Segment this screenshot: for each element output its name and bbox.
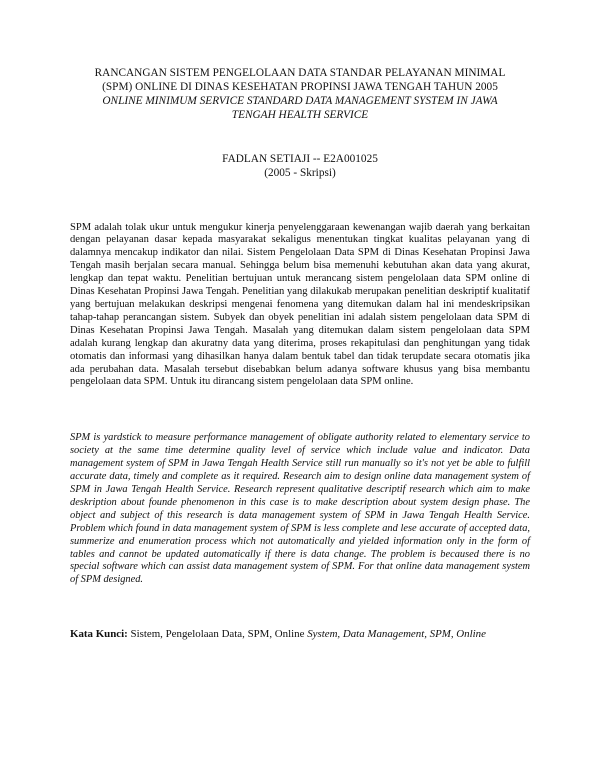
author-name: FADLAN SETIAJI -- E2A001025 xyxy=(222,153,378,165)
thesis-meta: (2005 - Skripsi) xyxy=(264,167,336,179)
keywords-italic: System, Data Management, SPM, Online xyxy=(307,628,486,640)
title-line-2: (SPM) ONLINE DI DINAS KESEHATAN PROPINSI JAWA TENGAH TAHUN 2005 xyxy=(102,81,498,93)
keywords-label: Kata Kunci: xyxy=(70,628,128,640)
keywords xyxy=(70,628,540,641)
title-english-line-2: TENGAH HEALTH SERVICE xyxy=(231,109,369,121)
title-line-1: RANCANGAN SISTEM PENGELOLAAN DATA STANDAR PELAYANAN MINIMAL xyxy=(94,67,506,79)
keywords-plain: Sistem, Pengelolaan Data, SPM, Online xyxy=(127,628,308,640)
author-block xyxy=(60,152,540,180)
abstract-english: SPM is yardstick to measure performance management of obligate authority related to elementary service to society at the same time determine quality level of service which include value and indicator. Data management system of SPM in Jawa Tengah Health Service still run manually so it's not yet be able to fulfill accurate data, timely and complete as it required. Research aim to design online data management system of SPM in Jawa Tengah Health Service. Research represent qualitative descriptif research which aim to make deskription about founde phenomenon in this case is to make description about system design phase. The object and subject of this research is data management system of SPM in Jawa Tengah Health Service. Problem which found in data management system of SPM is less complete and lese accurate of accepted data, summerize and enumeration process which not automatically and yielded information only in the form of tables and cannot be updated automatically if there is data change. The problem is becaused there is no special software which can assist data management system of SPM. For that online data management system of SPM designed. xyxy=(70,432,530,586)
abstract-indonesian: SPM adalah tolak ukur untuk mengukur kinerja penyelenggaraan kewenangan wajib daerah yang berkaitan dengan pelayanan dasar kepada masyarakat sekaligus menentukan tingkat kualitas pelayanan yang di dalamnya mencakup indikator dan nilai. Sistem Pengelolaan Data SPM di Dinas Kesehatan Propinsi Jawa Tengah masih berjalan secara manual. Sehingga belum bisa memenuhi kebutuhan akan data yang akurat, lengkap dan tepat waktu. Penelitian bertujuan untuk merancang sistem pengelolaan data SPM online di Dinas Kesehatan Propinsi Jawa Tengah. Penelitian yang dilakukab merupakan penelitian deskriptif kualitatif yang bertujuan melakukan deskripsi mengenai fenomena yang ditemukan dalam hal ini mendeskripsikan tahap-tahap perancangan sistem. Subyek dan obyek penelitian ini adalah sistem pengelolaan data SPM di Dinas Kesehatan Propinsi Jawa Tengah. Masalah yang ditemukan dalam sistem pengelolaan data SPM adalah kurang lengkap dan akuratny data yang diterima, proses rekapitulasi dan penghitungan yang tidak otomatis dan informasi yang dihasilkan hanya dalam bentuk tabel dan tidak terupdate secara otomatis jika ada perubahan data. Masalah tersebut disebabkan belum adanya software khusus yang bisa membantu pengelolaan data SPM. Untuk itu dirancang sistem pengelolaan data SPM online. xyxy=(70,221,530,388)
paper-title xyxy=(60,66,540,122)
title-english-line-1: ONLINE MINIMUM SERVICE STANDARD DATA MANAGEMENT SYSTEM IN JAWA xyxy=(102,95,498,107)
